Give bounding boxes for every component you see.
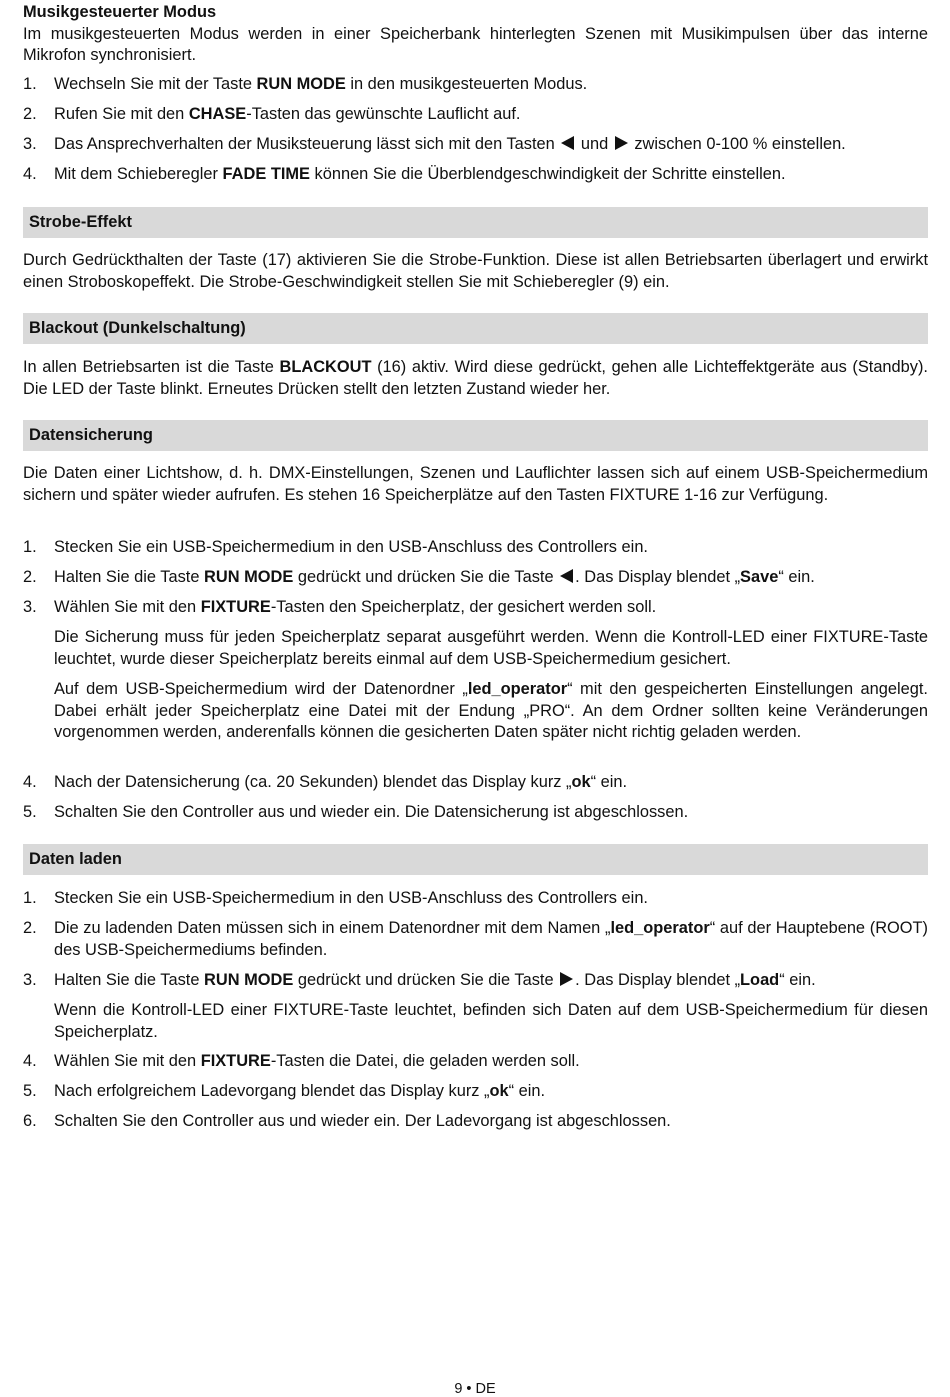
arrow-left-icon [560, 569, 573, 583]
page-number: 9 • DE [454, 1381, 496, 1397]
arrow-left-icon [561, 136, 574, 150]
music-mode-title: Musikgesteuerter Modus [23, 3, 217, 21]
list-item: 4. Nach der Datensicherung (ca. 20 Sekunden) blendet das Display kurz „ok“ ein. [23, 773, 628, 791]
arrow-right-icon [615, 136, 628, 150]
blackout-text: In allen Betriebsarten ist die Taste BLACKOUT (16) aktiv. Wird diese gedrückt, gehen alle Lichteffektgeräte aus (Standby). Die LED der Taste blinkt. Erneutes Drücken stellt den letzten Zustand wieder her. [23, 358, 928, 398]
list-item: 3. Halten Sie die Taste RUN MODE gedrückt und drücken Sie die Taste . Das Display blendet „Load“ ein. [23, 971, 816, 989]
list-item: 2. Rufen Sie mit den CHASE-Tasten das gewünschte Lauflicht auf. [23, 105, 521, 123]
backup-heading: Datensicherung [23, 420, 928, 451]
list-item: 1. Wechseln Sie mit der Taste RUN MODE in den musikgesteuerten Modus. [23, 75, 588, 93]
list-item: 6. Schalten Sie den Controller aus und wieder ein. Der Ladevorgang ist abgeschlossen. [23, 1112, 671, 1130]
list-item: 1. Stecken Sie ein USB-Speichermedium in den USB-Anschluss des Controllers ein. [23, 889, 648, 907]
backup-note-1: Die Sicherung muss für jeden Speicherplatz separat ausgeführt werden. Wenn die Kontroll-LED einer FIXTURE-Taste leuchtet, wurde dieser Speicherplatz bereits einmal auf dem USB-Speichermedium gesichert. [54, 628, 928, 668]
strobe-text: Durch Gedrückthalten der Taste (17) aktivieren Sie die Strobe-Funktion. Diese ist allen Betriebsarten überlagert und erwirkt einen Stroboskopeffekt. Die Strobe-Geschwindigkeit stellen Sie mit Schieberegler (9) ein. [23, 251, 928, 291]
arrow-right-icon [560, 972, 573, 986]
list-item: 4. Wählen Sie mit den FIXTURE-Tasten die Datei, die geladen werden soll. [23, 1052, 580, 1070]
list-item: 3. Das Ansprechverhalten der Musiksteuerung lässt sich mit den Tasten und zwischen 0-100 % einstellen. [23, 135, 846, 153]
list-item: 3. Wählen Sie mit den FIXTURE-Tasten den Speicherplatz, der gesichert werden soll. [23, 598, 657, 616]
backup-intro: Die Daten einer Lichtshow, d. h. DMX-Einstellungen, Szenen und Lauflichter lassen sich auf einem USB-Speichermedium sichern und später wieder aufrufen. Es stehen 16 Speicherplätze auf den Tasten FIXTURE 1-16 zur Verfügung. [23, 464, 928, 504]
list-item: 2. Die zu ladenden Daten müssen sich in einem Datenordner mit dem Namen „led_operator“ auf der Hauptebene (ROOT) des USB-Speichermediums befinden. [23, 919, 929, 959]
strobe-heading: Strobe-Effekt [23, 207, 928, 238]
music-mode-intro: Im musikgesteuerten Modus werden in einer Speicherbank hinterlegten Szenen mit Musikimpulsen über das interne Mikrofon synchronisiert. [23, 24, 928, 64]
blackout-heading: Blackout (Dunkelschaltung) [23, 313, 928, 344]
list-item: 5. Nach erfolgreichem Ladevorgang blendet das Display kurz „ok“ ein. [23, 1082, 546, 1100]
list-item: 2. Halten Sie die Taste RUN MODE gedrückt und drücken Sie die Taste . Das Display blendet „Save“ ein. [23, 568, 815, 586]
backup-note-2: Auf dem USB-Speichermedium wird der Datenordner „led_operator“ mit den gespeicherten Einstellungen angelegt. Dabei erhält jeder Speicherplatz eine Datei mit der Endung „PRO“. An dem Ordner sollten keine Veränderungen vorgenommen werden, anderenfalls können die gesicherten Daten später nicht richtig geladen werden. [54, 680, 928, 741]
list-item: 4. Mit dem Schieberegler FADE TIME können Sie die Überblendgeschwindigkeit der Schritte einstellen. [23, 165, 786, 183]
music-mode-section [23, 2, 928, 67]
list-item: 5. Schalten Sie den Controller aus und wieder ein. Die Datensicherung ist abgeschlossen. [23, 803, 689, 821]
list-item: 1. Stecken Sie ein USB-Speichermedium in den USB-Anschluss des Controllers ein. [23, 538, 648, 556]
load-heading: Daten laden [23, 844, 928, 875]
load-note: Wenn die Kontroll-LED einer FIXTURE-Taste leuchtet, befinden sich Daten auf dem USB-Speichermedium für diesen Speicherplatz. [54, 1001, 928, 1041]
